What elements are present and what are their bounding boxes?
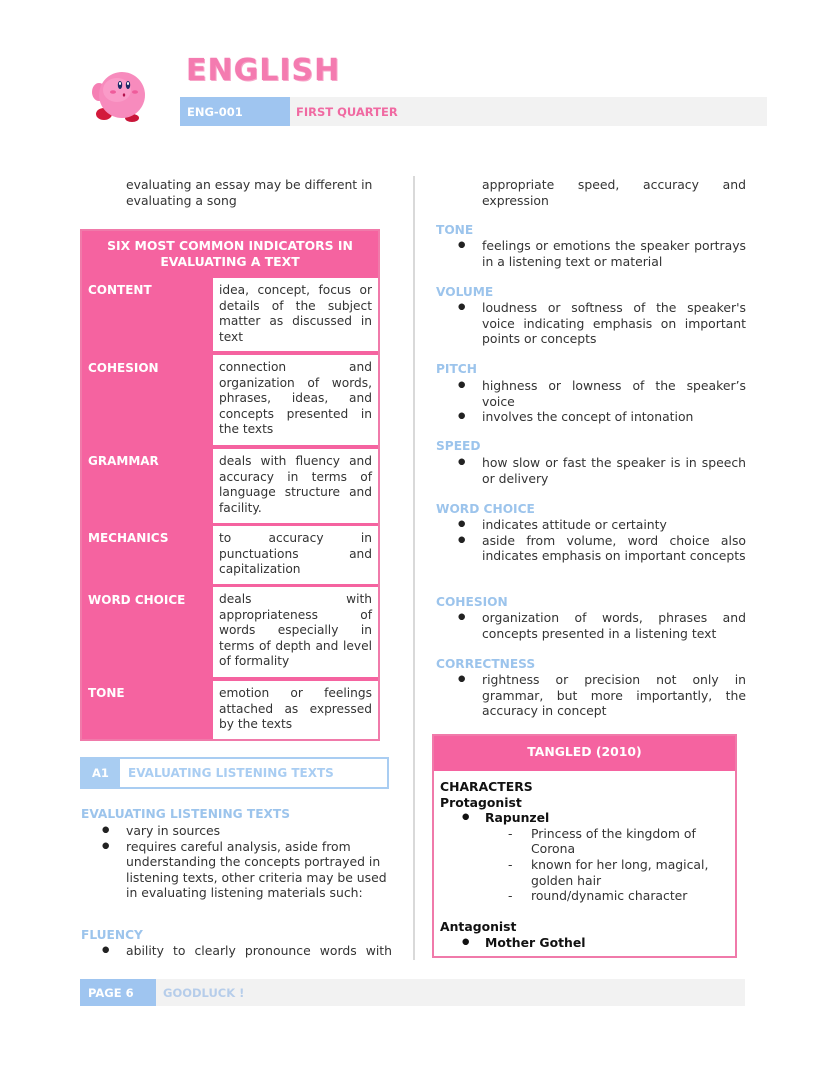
evaluating-bullets — [102, 823, 392, 901]
list-item: ● aside from volume, word choice also indicates emphasis on important concepts — [458, 533, 746, 564]
heading-tone: TONE — [436, 223, 474, 237]
subject-title: ENGLISH — [186, 53, 341, 88]
tone-bullets — [458, 238, 746, 269]
row-description: idea, concept, focus or details of the subject matter as discussed in text — [213, 278, 378, 351]
volume-bullets — [458, 300, 746, 347]
header-bar — [180, 97, 767, 126]
footer-message: GOODLUCK ! — [163, 986, 245, 1000]
protagonist-detail: - round/dynamic character — [440, 888, 729, 904]
row-description: deals with fluency and accuracy in terms of language structure and facility. — [213, 449, 378, 523]
page-number: PAGE 6 — [80, 979, 156, 1006]
table-row — [82, 586, 378, 679]
spacer — [440, 904, 729, 920]
section-label: EVALUATING LISTENING TEXTS — [128, 766, 334, 780]
table-row — [82, 524, 378, 586]
protagonist-detail: - known for her long, magical, golden hair — [440, 857, 729, 888]
heading-pitch: PITCH — [436, 362, 477, 376]
kirby-mascot-icon — [90, 66, 154, 126]
protagonist-name: ● Rapunzel — [440, 810, 729, 826]
intro-text: evaluating an essay may be different in evaluating a song — [126, 177, 373, 208]
row-description: deals with appropriateness of words especially in terms of depth and level of formality — [213, 587, 378, 677]
word-choice-bullets — [458, 517, 746, 564]
heading-evaluating-listening-texts: EVALUATING LISTENING TEXTS — [81, 807, 291, 821]
section-number: A1 — [82, 759, 120, 787]
antagonist-name: ● Mother Gothel — [440, 935, 729, 951]
list-item: ● highness or lowness of the speaker’s voice — [458, 378, 746, 409]
list-item: ● indicates attitude or certainty — [458, 517, 746, 533]
list-item: ● rightness or precision not only in grammar, but more importantly, the accuracy in concept — [458, 672, 746, 719]
heading-correctness: CORRECTNESS — [436, 657, 536, 671]
protagonist-heading: Protagonist — [440, 794, 522, 810]
correctness-bullets — [458, 672, 746, 719]
tangled-card — [432, 734, 737, 958]
indicators-table — [80, 229, 380, 741]
speed-bullets — [458, 455, 746, 486]
list-item: ● vary in sources — [102, 823, 392, 839]
row-label: COHESION — [88, 361, 159, 375]
table-row — [82, 354, 378, 447]
row-label: WORD CHOICE — [88, 593, 186, 607]
list-item: ● ability to clearly pronounce words with — [102, 943, 392, 959]
continued-text: appropriate speed, accuracy and expression — [482, 177, 746, 208]
list-item: ● requires careful analysis, aside from understanding the concepts portrayed in listening texts, other criteria may be used in evaluating listening materials such: — [102, 839, 392, 901]
section-a1-banner — [80, 757, 389, 789]
row-label: MECHANICS — [88, 531, 169, 545]
footer-bar — [80, 979, 745, 1006]
list-item: ● involves the concept of intonation — [458, 409, 746, 425]
table-row — [82, 679, 378, 741]
list-item: ● organization of words, phrases and concepts presented in a listening text — [458, 610, 746, 641]
heading-word-choice: WORD CHOICE — [436, 502, 535, 516]
row-label: CONTENT — [88, 283, 152, 297]
list-item: ● feelings or emotions the speaker portrays in a listening text or material — [458, 238, 746, 269]
antagonist-heading: Antagonist — [440, 919, 517, 935]
characters-heading: CHARACTERS — [440, 779, 533, 794]
list-item: ● loudness or softness of the speaker's voice indicating emphasis on important points or concepts — [458, 300, 746, 347]
row-description: to accuracy in punctuations and capitalization — [213, 526, 378, 584]
fluency-bullets — [102, 943, 392, 959]
heading-volume: VOLUME — [436, 285, 494, 299]
pitch-bullets — [458, 378, 746, 425]
table-row — [82, 447, 378, 524]
heading-cohesion: COHESION — [436, 595, 508, 609]
tangled-title: TANGLED (2010) — [434, 736, 735, 771]
row-description: connection and organization of words, phrases, ideas, and concepts presented in the texts — [213, 355, 378, 445]
row-label: GRAMMAR — [88, 454, 159, 468]
quarter-label: FIRST QUARTER — [296, 105, 398, 119]
row-description: emotion or feelings attached as expressed by the texts — [213, 681, 378, 739]
cohesion-bullets — [458, 610, 746, 641]
protagonist-detail: - Princess of the kingdom of Corona — [440, 826, 729, 857]
heading-speed: SPEED — [436, 439, 481, 453]
list-item: ● how slow or fast the speaker is in speech or delivery — [458, 455, 746, 486]
indicators-table-title: SIX MOST COMMON INDICATORS IN EVALUATING A TEXT — [107, 238, 353, 269]
course-code: ENG-001 — [180, 97, 290, 126]
column-divider — [413, 176, 415, 960]
tangled-body — [434, 771, 735, 959]
heading-fluency: FLUENCY — [81, 928, 143, 942]
table-row — [82, 276, 378, 354]
row-label: TONE — [88, 686, 125, 700]
